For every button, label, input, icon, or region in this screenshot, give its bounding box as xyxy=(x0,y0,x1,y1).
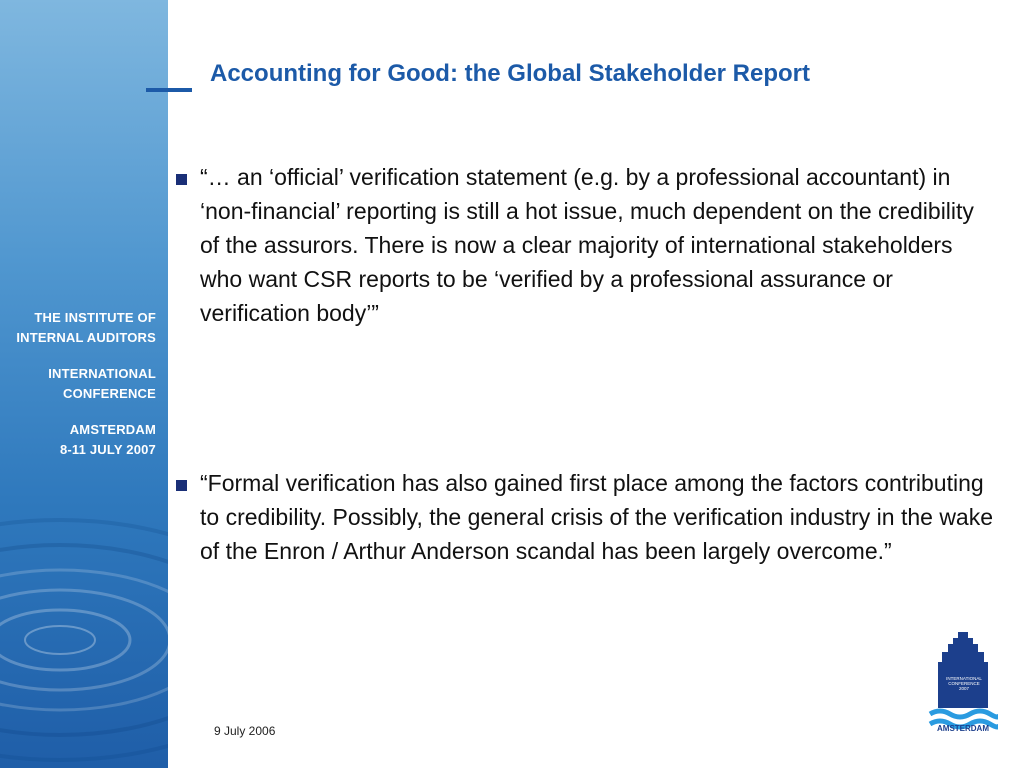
bullet-square-icon xyxy=(176,480,187,491)
bullet-text: “… an ‘official’ verification statement (e.g. by a professional accountant) in ‘non-financial’ reporting is still a hot issue, much dependent on the credibility of the assurors. There is now a clear majority of international stakeholders who want CSR reports to be ‘verified by a professional assurance or verification body’” xyxy=(200,164,974,326)
sidebar-location-date xyxy=(0,420,156,460)
sidebar-line: INTERNATIONAL xyxy=(48,366,156,381)
bullet-item xyxy=(176,466,996,568)
sidebar-line: INTERNAL AUDITORS xyxy=(16,330,156,345)
title-accent-bar xyxy=(146,88,192,92)
logo-inner-line: 2007 xyxy=(958,686,969,691)
logo-inner-text xyxy=(942,676,986,691)
sidebar-line: CONFERENCE xyxy=(62,386,156,401)
slide-title: Accounting for Good: the Global Stakeholder Report xyxy=(210,60,811,87)
sidebar-line: THE INSTITUTE OF xyxy=(34,310,156,325)
sidebar-institute xyxy=(0,308,156,348)
sidebar-line: AMSTERDAM xyxy=(69,422,156,437)
bullet-square-icon xyxy=(176,174,187,185)
sidebar-conference xyxy=(0,364,156,404)
sidebar-line: 8-11 JULY 2007 xyxy=(59,442,156,457)
footer-date: 9 July 2006 xyxy=(214,724,276,738)
bullet-item xyxy=(176,160,996,330)
logo-inner-line: INTERNATIONAL xyxy=(946,676,982,681)
logo-inner-line: CONFERENCE xyxy=(948,681,980,686)
sidebar-banner xyxy=(0,0,168,768)
bullet-text: “Formal verification has also gained first place among the factors contributing to credibility. Possibly, the general crisis of the verification industry in the wake of the Enron / Arthur Anderson scandal has been largely overcome.” xyxy=(200,470,994,564)
logo-label: AMSTERDAM xyxy=(937,724,989,733)
